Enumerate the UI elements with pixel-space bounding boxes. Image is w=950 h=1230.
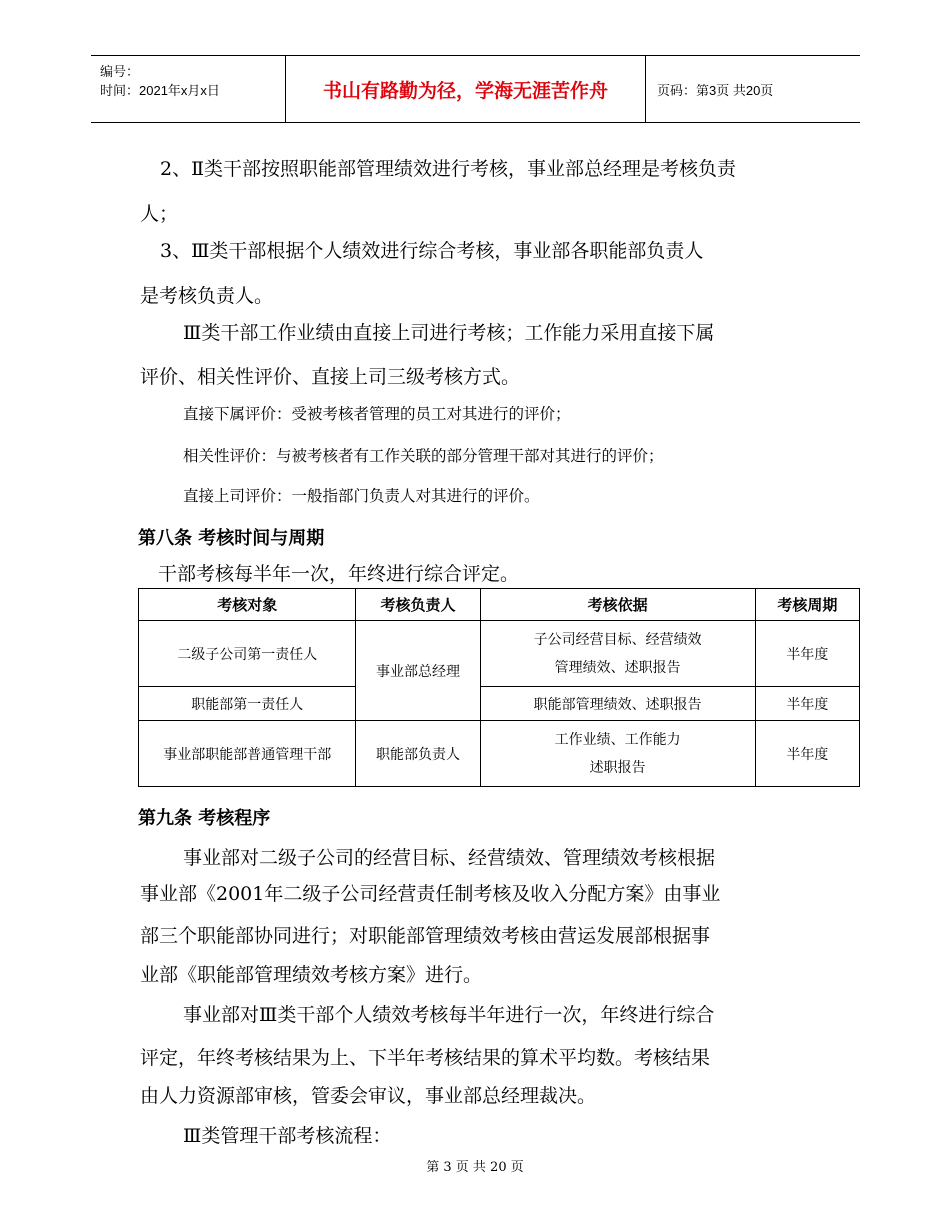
table-header-cell: 考核依据 [480,589,755,621]
table-row [139,621,860,687]
header-motto: 书山有路勤为径，学海无涯苦作舟 [286,56,646,122]
header-page-info: 页码：第3页 共20页 [657,83,774,98]
paragraph-line: 由人力资源部审核，管委会审议，事业部总经理裁决。 [140,1085,597,1107]
paragraph-line: 人； [140,203,179,225]
paragraph-line: Ⅲ类干部工作业绩由直接上司进行考核；工作能力采用直接下属 [183,322,715,344]
paragraph-line: 事业部对二级子公司的经营目标、经营绩效、管理绩效考核根据 [183,847,716,869]
table-cell-object: 事业部职能部普通管理干部 [139,721,356,787]
time-label: 时间：2021年x月x日 [100,83,220,98]
code-label: 编号： [100,64,140,79]
paragraph-line: 评定，年终考核结果为上、下半年考核结果的算术平均数。考核结果 [140,1047,711,1069]
paragraph-line: Ⅲ类管理干部考核流程： [183,1125,392,1147]
section-heading: 第八条 考核时间与周期 [138,528,325,549]
assessment-table [138,588,860,787]
table-cell-period: 半年度 [755,687,859,721]
table-header-cell: 考核对象 [139,589,356,621]
table-cell-basis [480,721,755,787]
table-cell-period: 半年度 [755,721,859,787]
paragraph-line: 事业部《2001年二级子公司经营责任制考核及收入分配方案》由事业 [140,883,721,905]
basis-line: 述职报告 [589,759,646,776]
paragraph-line: 2、Ⅱ类干部按照职能部管理绩效进行考核，事业部总经理是考核负责 [160,158,737,180]
paragraph-line: 是考核负责人。 [140,285,274,307]
paragraph-line: 部三个职能部协同进行；对职能部管理绩效考核由营运发展部根据事 [140,925,711,947]
paragraph-line: 业部《职能部管理绩效考核方案》进行。 [140,964,483,986]
table-cell-object: 二级子公司第一责任人 [139,621,356,687]
header-meta-cell [91,56,286,122]
table-header-cell: 考核周期 [755,589,859,621]
paragraph-line: 3、Ⅲ类干部根据个人绩效进行综合考核，事业部各职能部负责人 [160,240,704,262]
section-intro: 干部考核每半年一次，年终进行综合评定。 [158,563,520,585]
small-paragraph: 直接下属评价：受被考核者管理的员工对其进行的评价； [183,405,571,423]
table-header-row [139,589,860,621]
paragraph-line: 事业部对Ⅲ类干部个人绩效考核每半年进行一次，年终进行综合 [183,1004,715,1026]
paragraph-line: 评价、相关性评价、直接上司三级考核方式。 [140,366,521,388]
basis-line: 子公司经营目标、经营绩效 [533,631,702,648]
page-footer [0,1156,950,1175]
table-cell-owner: 事业部总经理 [356,621,480,721]
table-cell-period: 半年度 [755,621,859,687]
footer-page-number: 第 3 页 共 20 页 [426,1160,524,1175]
page-header [91,55,860,123]
basis-line: 管理绩效、述职报告 [554,659,681,676]
section-heading: 第九条 考核程序 [138,808,271,829]
table-cell-basis [480,621,755,687]
table-cell-owner: 职能部负责人 [356,721,480,787]
small-paragraph: 相关性评价：与被考核者有工作关联的部分管理干部对其进行的评价； [183,447,664,465]
small-paragraph: 直接上司评价：一般指部门负责人对其进行的评价。 [183,487,540,505]
table-row [139,687,860,721]
table-row [139,721,860,787]
basis-line: 工作业绩、工作能力 [554,731,681,748]
table-cell-object: 职能部第一责任人 [139,687,356,721]
table-cell-basis: 职能部管理绩效、述职报告 [480,687,755,721]
table-header-cell: 考核负责人 [356,589,480,621]
